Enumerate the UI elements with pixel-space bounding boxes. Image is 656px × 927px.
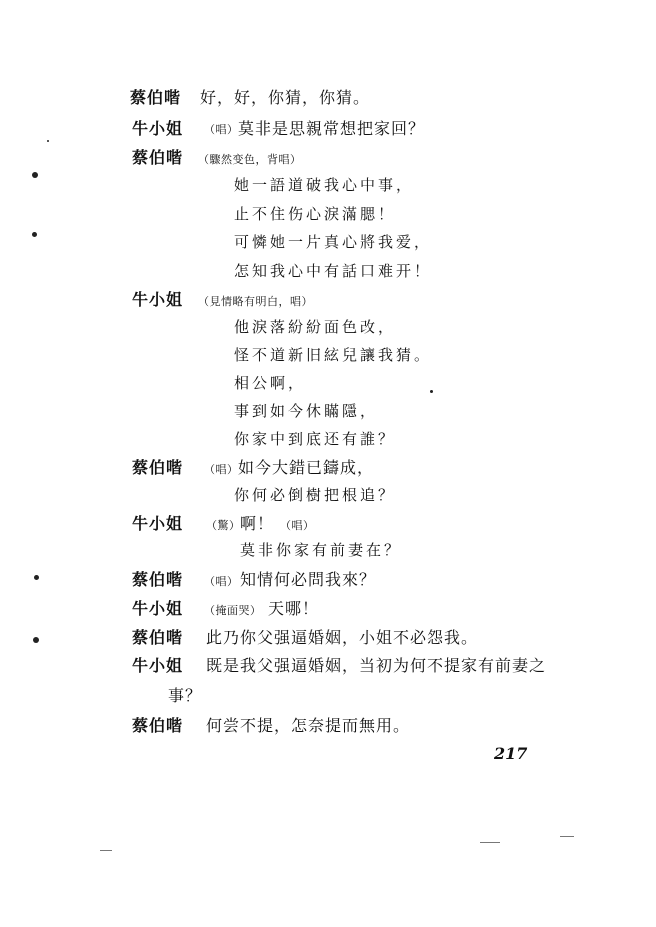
dialogue-line: 何尝不提，怎奈提而無用。 [206,716,411,735]
verse-line: 相公啊， [234,374,307,392]
dialogue-line: 莫非是思親常想把家回？ [238,119,426,138]
speaker-niu: 牛小姐 [132,290,184,309]
dialogue-line: 知情何必問我來？ [240,570,377,589]
speaker-niu: 牛小姐 [132,119,184,138]
verse-line: 事到如今休瞞隱， [234,402,379,420]
scan-speck [33,637,39,643]
verse-line: 怎知我心中有話口难开！ [234,262,433,280]
stage-direction: （掩面哭） [204,604,262,617]
scan-mark [560,836,574,837]
speaker-niu: 牛小姐 [132,656,184,675]
verse-line: 莫非你家有前妻在？ [240,541,403,559]
verse-line: 她一語道破我心中事， [234,176,415,194]
verse-line: 他淚落紛紛面色改， [234,318,397,336]
speaker-cai: 蔡伯喈 [132,716,184,735]
dialogue-line: 既是我父强逼婚姻，当初为何不提家有前妻之 [206,656,547,675]
stage-direction: （見情略有明白，唱） [198,295,313,308]
dialogue-line: 啊！ [240,514,275,533]
scan-speck [47,140,49,142]
speaker-cai: 蔡伯喈 [132,628,184,647]
stage-direction: （唱） [280,519,315,532]
dialogue-continuation: 事？ [168,686,203,705]
speaker-cai: 蔡伯喈 [130,88,182,107]
verse-line: 你何必倒樹把根追？ [234,486,397,504]
stage-direction: （唱） [204,575,239,588]
dialogue-line: 好，好，你猜，你猜。 [200,88,371,107]
dialogue-line: 天哪！ [268,599,320,618]
stage-direction: （唱） [204,463,239,476]
stage-direction: （驟然变色，背唱） [198,153,302,166]
verse-line: 怪不道新旧絃兒讓我猜。 [234,346,433,364]
page-number: 217 [494,744,528,763]
scan-speck [32,172,38,178]
verse-line: 可憐她一片真心將我爱， [234,233,433,251]
dialogue-line: 如今大錯已鑄成， [238,458,375,477]
stage-direction: （驚） [206,519,241,532]
speaker-niu: 牛小姐 [132,599,184,618]
speaker-niu: 牛小姐 [132,514,184,533]
scan-mark [480,842,500,843]
scan-mark [100,850,112,851]
scan-speck [34,575,39,580]
speaker-cai: 蔡伯喈 [132,570,184,589]
scan-speck [32,232,37,237]
verse-line: 你家中到底还有誰？ [234,430,397,448]
dialogue-line: 此乃你父强逼婚姻，小姐不必怨我。 [206,628,479,647]
speaker-cai: 蔡伯喈 [132,458,184,477]
stage-direction: （唱） [204,123,239,136]
verse-line: 止不住伤心淚滿腮！ [234,205,397,223]
speaker-cai: 蔡伯喈 [132,148,184,167]
scan-speck [430,390,433,393]
